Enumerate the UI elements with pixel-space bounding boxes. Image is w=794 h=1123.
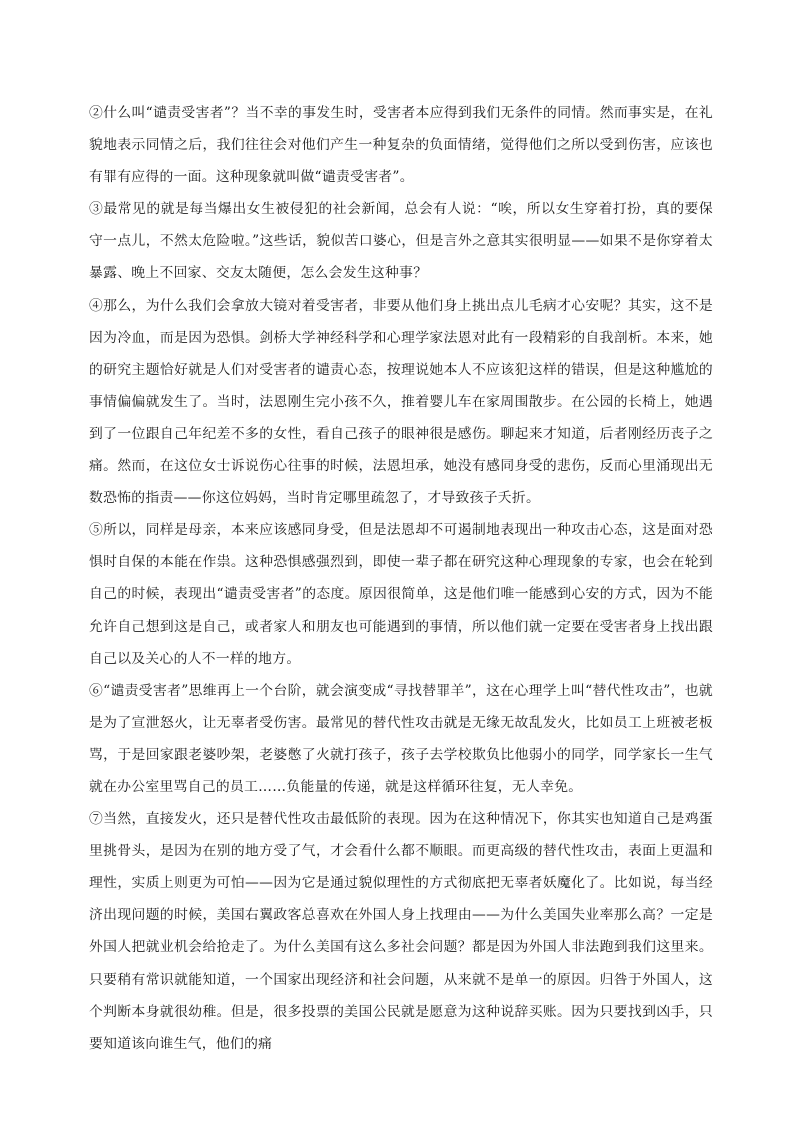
paragraph-2: ②什么叫“谴责受害者”？当不幸的事发生时，受害者本应得到我们无条件的同情。然而事实是，在礼貌地表示同情之后，我们往往会对他们产生一种复杂的负面情绪，觉得他们之所以受到伤害，应该也有罪有应得的一面。这种现象就叫做“谴责受害者”。 bbox=[89, 105, 713, 186]
paragraph-4: ④那么，为什么我们会拿放大镜对着受害者，非要从他们身上挑出点儿毛病才心安呢？其实，这不是因为冷血，而是因为恐惧。剑桥大学神经科学和心理学家法恩对此有一段精彩的自我剖析。本来，她的研究主题恰好就是人们对受害者的谴责心态，按理说她本人不应该犯这样的错误，但是这种尴尬的事情偏偏就发生了。当时，法恩刚生完小孩不久，推着婴儿车在家周围散步。在公园的长椅上，她遇到了一位跟自己年纪差不多的女性，看自己孩子的眼神很是感伤。聊起来才知道，后者刚经历丧子之痛。然而，在这位女士诉说伤心往事的时候，法恩坦承，她没有感同身受的悲伤，反而心里涌现出无数恐怖的指责——你这位妈妈，当时肯定哪里疏忽了，才导致孩子夭折。 bbox=[89, 297, 713, 507]
paragraph-5: ⑤所以，同样是母亲，本来应该感同身受，但是法恩却不可遏制地表现出一种攻击心态，这是面对恐惧时自保的本能在作祟。这种恐惧感强烈到，即使一辈子都在研究这种心理现象的专家，也会在轮到自己的时候，表现出“谴责受害者”的态度。原因很简单，这是他们唯一能感到心安的方式，因为不能允许自己想到这是自己，或者家人和朋友也可能遇到的事情，所以他们就一定要在受害者身上找出跟自己以及关心的人不一样的地方。 bbox=[89, 522, 713, 667]
paragraph-3: ③最常见的就是每当爆出女生被侵犯的社会新闻，总会有人说：“唉，所以女生穿着打扮，真的要保守一点儿，不然太危险啦。”这些话，貌似苦口婆心，但是言外之意其实很明显——如果不是你穿着太暴露、晚上不回家、交友太随便，怎么会发生这种事？ bbox=[89, 201, 713, 282]
paragraph-7: ⑦当然，直接发火，还只是替代性攻击最低阶的表现。因为在这种情况下，你其实也知道自己是鸡蛋里挑骨头，是因为在别的地方受了气，才会看什么都不顺眼。而更高级的替代性攻击，表面上更温和理性，实质上则更为可怕——因为它是通过貌似理性的方式彻底把无辜者妖魔化了。比如说，每当经济出现问题的时候，美国右翼政客总喜欢在外国人身上找理由——为什么美国失业率那么高？一定是外国人把就业机会给抢走了。为什么美国有这么多社会问题？都是因为外国人非法跑到我们这里来。只要稍有常识就能知道，一个国家出现经济和社会问题，从来就不是单一的原因。归咎于外国人，这个判断本身就很幼稚。但是，很多投票的美国公民就是愿意为这种说辞买账。因为只要找到凶手，只要知道该向谁生气，他们的痛 bbox=[89, 811, 713, 1052]
paragraph-6: ⑥“谴责受害者”思维再上一个台阶，就会演变成“寻找替罪羊”，这在心理学上叫“替代性攻击”，也就是为了宣泄怒火，让无辜者受伤害。最常见的替代性攻击就是无缘无故乱发火，比如员工上班被老板骂，于是回家跟老婆吵架，老婆憋了火就打孩子，孩子去学校欺负比他弱小的同学，同学家长一生气就在办公室里骂自己的员工……负能量的传递，就是这样循环往复，无人幸免。 bbox=[89, 682, 713, 795]
document-body bbox=[89, 97, 713, 1060]
